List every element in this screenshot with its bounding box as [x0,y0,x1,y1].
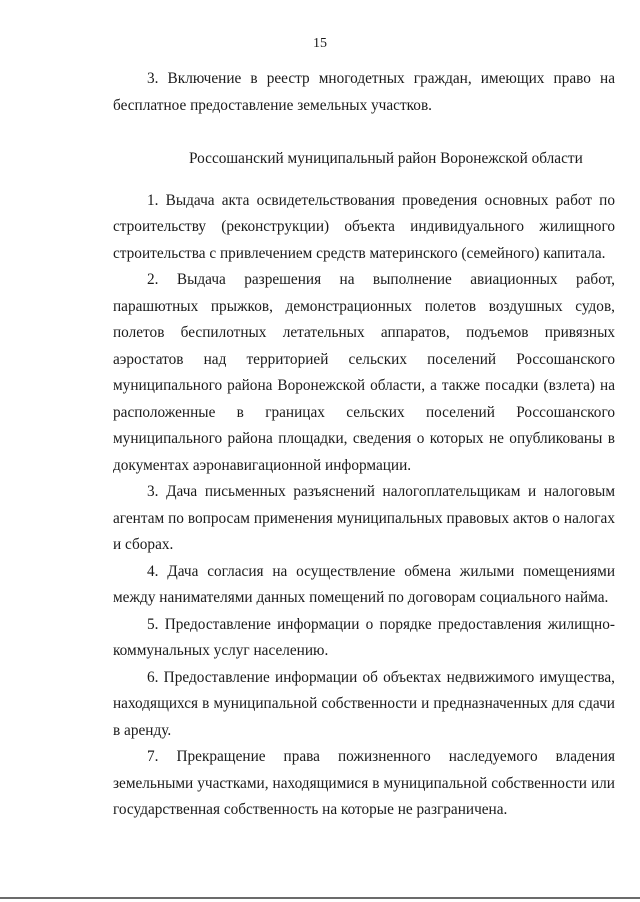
list-item-7: 7. Прекращение права пожизненного наследуемого владения земельными участками, находящимися в муниципальной собственности или государственная собственность на которые не разграничена. [113,748,615,818]
list-item-2: 2. Выдача разрешения на выполнение авиационных работ, парашютных прыжков, демонстрационных полетов воздушных судов, полетов беспилотных летательных аппаратов, подъемов привязных аэростатов над территорией сельских поселений Россошанского муниципального района Воронежской области, а также посадки (взлета) на расположенные в границах сельских поселений Россошанского муниципального района площадки, сведения о которых не опубликованы в документах аэронавигационной информации. [113,271,615,474]
section-heading: Россошанский муниципальный район Воронежской области [189,150,583,167]
list-item-3: 3. Дача письменных разъяснений налогоплательщикам и налоговым агентам по вопросам применения муниципальных правовых актов о налогах и сборах. [113,483,615,553]
list-item-4: 4. Дача согласия на осуществление обмена жилыми помещениями между нанимателями данных помещений по договорам социального найма. [113,562,615,606]
list-item-5: 5. Предоставление информации о порядке предоставления жилищно-коммунальных услуг населению. [113,615,615,659]
bottom-edge-line [0,897,640,899]
list-item-top-3: 3. Включение в реестр многодетных граждан, имеющих право на бесплатное предоставление земельных участков. [113,70,615,114]
document-body [113,66,615,824]
list-item-6: 6. Предоставление информации об объектах недвижимого имущества, находящихся в муниципальной собственности и предназначенных для сдачи в аренду. [113,668,615,739]
list-item-1: 1. Выдача акта освидетельствования проведения основных работ по строительству (реконструкции) объекта индивидуального жилищного строительства с привлечением средств материнского (семейного) капитала. [113,191,615,262]
page-number: 15 [313,36,327,51]
